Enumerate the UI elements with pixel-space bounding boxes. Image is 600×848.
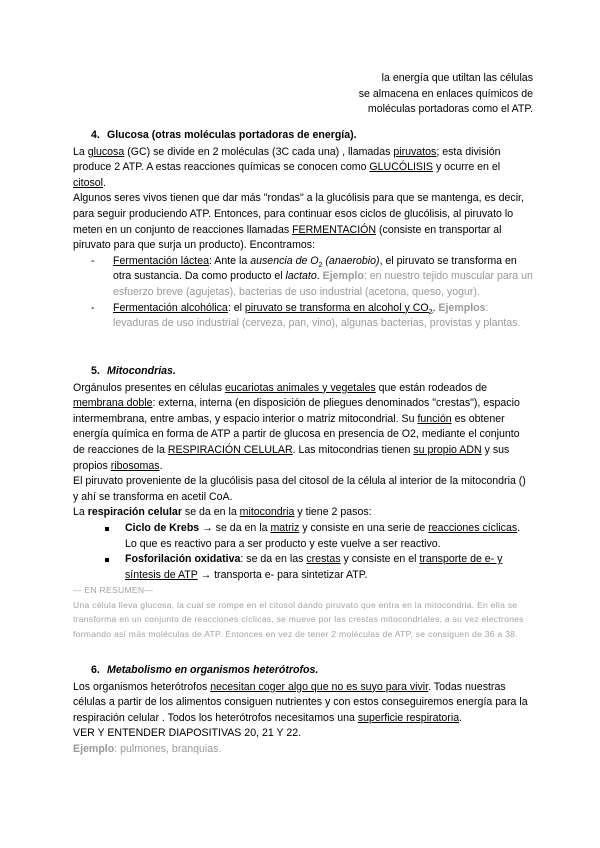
term: GLUCÓLISIS <box>369 161 433 174</box>
text: que están rodeados de <box>375 381 488 394</box>
text: Orgánulos presentes en células <box>73 381 225 394</box>
example-text: : en nuestro tejido muscular para un esfuerzo breve (agujetas), bacterias de uso industrial (acetona, queso, yogur). <box>113 270 533 298</box>
text: , el piruvato se transforma en otra sustancia. Da como producto el <box>113 254 517 283</box>
text: . Las mitocondrias tienen <box>292 443 414 456</box>
example-label: Ejemplo <box>73 742 115 755</box>
text: y consiste en el <box>340 553 420 566</box>
bullet-item <box>91 301 533 332</box>
text: lactato <box>285 270 317 283</box>
section-5 <box>73 364 533 583</box>
intro-line: moléculas portadoras como el ATP. <box>367 103 533 116</box>
text: y sus propios <box>73 443 510 472</box>
text: y consiste en una serie de <box>299 521 429 534</box>
section-number: 6. <box>91 664 100 676</box>
term: FERMENTACIÓN <box>292 223 377 236</box>
term: matriz <box>270 521 300 534</box>
subscript: 2 <box>318 261 323 269</box>
text: → se da en la <box>199 521 271 534</box>
paragraph <box>73 680 533 727</box>
example-label: Ejemplo <box>322 270 364 283</box>
section-number: 4. <box>91 129 100 141</box>
text: ; esta división produce 2 ATP. A estas reacciones químicas se conocen como <box>73 145 501 174</box>
section-title: Metabolismo en organismos heterótrofos. <box>107 664 319 676</box>
term: eucariotas animales y vegetales <box>224 381 376 394</box>
bullet-item <box>101 552 533 583</box>
text: (consiste en transportar al piruvato para que surja un producto). Encontramos: <box>73 223 502 252</box>
paragraph <box>73 145 533 192</box>
term: crestas <box>306 553 341 566</box>
term: mitocondria <box>239 506 295 519</box>
section-title: Glucosa (otras moléculas portadoras de energía). <box>107 129 357 141</box>
term: reacciones cíclicas <box>428 521 518 534</box>
bullet-item <box>91 254 533 301</box>
intro-line: la energía que utiltan las células <box>381 72 533 84</box>
subscript: 2 <box>428 308 433 316</box>
term: respiración celular <box>87 506 182 519</box>
text: Los organismos heterótrofos <box>73 680 211 693</box>
text: : se da en las <box>240 553 307 566</box>
text: La <box>73 506 88 519</box>
paragraph: El piruvato proveniente de la glucólisis pasa del citosol de la célula al interior de la mitocondria () y ahí se transforma en acetil CoA. <box>73 475 526 503</box>
text: es obtener energía química en forma de ATP a partir de glucosa en presencia de O2, mediante el conjunto de reacciones de la <box>73 412 520 456</box>
text: (GC) se divide en 2 moléculas (3C cada una) , llamadas <box>124 145 394 158</box>
text: . <box>103 176 106 189</box>
paragraph: VER Y ENTENDER DIAPOSITIVAS 20, 21 Y 22. <box>73 727 302 740</box>
term: necesitan coger algo que no es suyo para vivir <box>210 680 429 693</box>
term: RESPIRACIÓN CELULAR <box>167 443 293 456</box>
term: citosol <box>73 176 104 189</box>
text: ausencia de O <box>250 254 319 267</box>
term: Fermentación láctea <box>113 254 209 267</box>
term: piruvatos <box>393 145 437 158</box>
text: : externa, interna (en disposición de pliegues denominados "crestas"), espacio intermembrana, entre ambas, y espacio interior o matriz mitocondrial. Su <box>73 397 520 425</box>
paragraph <box>73 381 533 475</box>
text: . <box>159 459 163 472</box>
bullet-item <box>101 521 533 552</box>
summary-block <box>73 583 533 642</box>
term: membrana doble <box>73 397 153 410</box>
text: : el <box>227 301 245 314</box>
text: Algunos seres vivos tienen que dar más "rondas" a la glucólisis para que se mantenga, es decir, para seguir produciendo ATP. Entonces, para continuar esos ciclos de glucólisis, al piruvato lo meten en un conjunto de reacciones llamadas <box>73 192 524 236</box>
text: . Lo que es reactivo para a ser producto y este vuelve a ser reactivo. <box>125 521 521 550</box>
section-heading <box>91 128 533 144</box>
text: . Todas nuestras células a partir de los alimentos consiguen nutrientes y con estos conseguiremos energía para la respiración celular . Todos los heterótrofos necesitamos una <box>73 680 528 724</box>
term <box>245 302 433 314</box>
example-text: : pulmones, branquias. <box>114 742 222 755</box>
text: : Ante la <box>208 254 251 267</box>
text: La <box>73 145 88 158</box>
text: piruvato se transforma en alcohol y CO <box>244 301 429 314</box>
text: se da en la <box>181 506 240 519</box>
paragraph <box>73 505 533 521</box>
term: Fermentación alcohólica <box>113 301 228 314</box>
text: → transporta e- para sintetizar ATP. <box>197 568 368 581</box>
section-number: 5. <box>91 365 100 377</box>
term: función <box>417 412 452 425</box>
summary-text: Una célula lleva glucosa, la cual se rompe en el citosol dando piruvato que entra en la mitocondria. En ella se transforma en un conjunto de reacciones cíclicas, se mueve por las crestas mitocondriales, a su vez electrones formando así más moléculas de ATP. Entonces en vez de tener 2 moléculas de ATP, se consiguen de 36 a 38. <box>73 599 524 640</box>
term: su propio ADN <box>413 443 482 456</box>
term: ribosomas <box>110 459 160 472</box>
example-text: : levaduras de uso industrial (cerveza, pan, vino), algunas bacterias, provistas y plantas. <box>113 301 521 330</box>
text: . <box>459 711 463 724</box>
paragraph <box>73 191 533 253</box>
section-heading <box>91 364 533 380</box>
summary-heading: — EN RESUMEN— <box>73 585 154 595</box>
paragraph <box>73 742 533 758</box>
term: glucosa <box>87 145 125 158</box>
text: (anaerobio) <box>322 254 380 267</box>
section-6 <box>73 663 533 758</box>
section-heading <box>91 663 533 679</box>
section-title: Mitocondrias. <box>107 365 176 377</box>
term: transporte de e- y síntesis de ATP <box>125 553 503 581</box>
term: Ciclo de Krebs <box>125 521 200 534</box>
text: y ocurre en el <box>433 161 501 174</box>
text: y tiene 2 pasos: <box>294 506 372 519</box>
intro-line: se almacena en enlaces químicos de <box>358 87 533 100</box>
text: . <box>432 301 439 314</box>
term: Fosforilación oxidativa <box>125 553 241 566</box>
text: . <box>316 270 323 283</box>
example-label: Ejemplos <box>438 301 486 314</box>
section-4 <box>73 128 533 332</box>
term: superficie respiratoria <box>357 711 460 724</box>
